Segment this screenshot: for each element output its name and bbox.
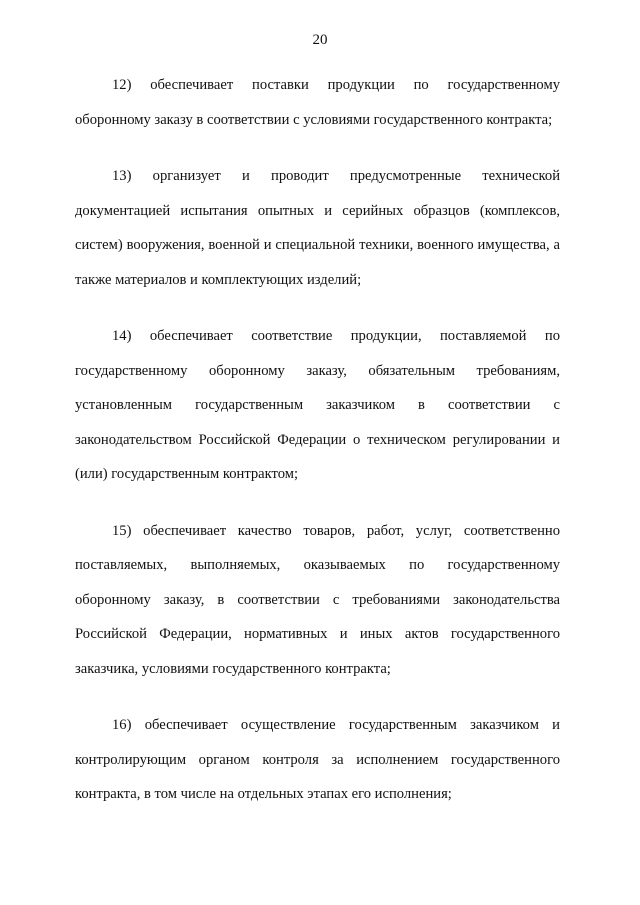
list-item-14: 14) обеспечивает соответствие продукции, поставляемой по государственному оборонному заказу, обязательным требованиям, установленным государственным заказчиком в соответствии с законодательством Российской Федерации о техническом регулировании и (или) государственным контрактом; [75,328,560,482]
document-body [75,68,560,812]
list-item-16: 16) обеспечивает осуществление государственным заказчиком и контролирующим органом контроля за исполнением государственного контракта, в том числе на отдельных этапах его исполнения; [75,717,560,802]
list-item-15: 15) обеспечивает качество товаров, работ, услуг, соответственно поставляемых, выполняемых, оказываемых по государственному оборонному заказу, в соответствии с требованиями законодательства Российской Федерации, нормативных и иных актов государственного заказчика, условиями государственного контракта; [75,522,560,677]
list-item-13: 13) организует и проводит предусмотренные технической документацией испытания опытных и серийных образцов (комплексов, систем) вооружения, военной и специальной техники, военного имущества, а также материалов и комплектующих изделий; [75,168,560,288]
list-item-12: 12) обеспечивает поставки продукции по государственному оборонному заказу в соответствии с условиями государственного контракта; [75,77,560,128]
page-number: 20 [312,32,328,48]
